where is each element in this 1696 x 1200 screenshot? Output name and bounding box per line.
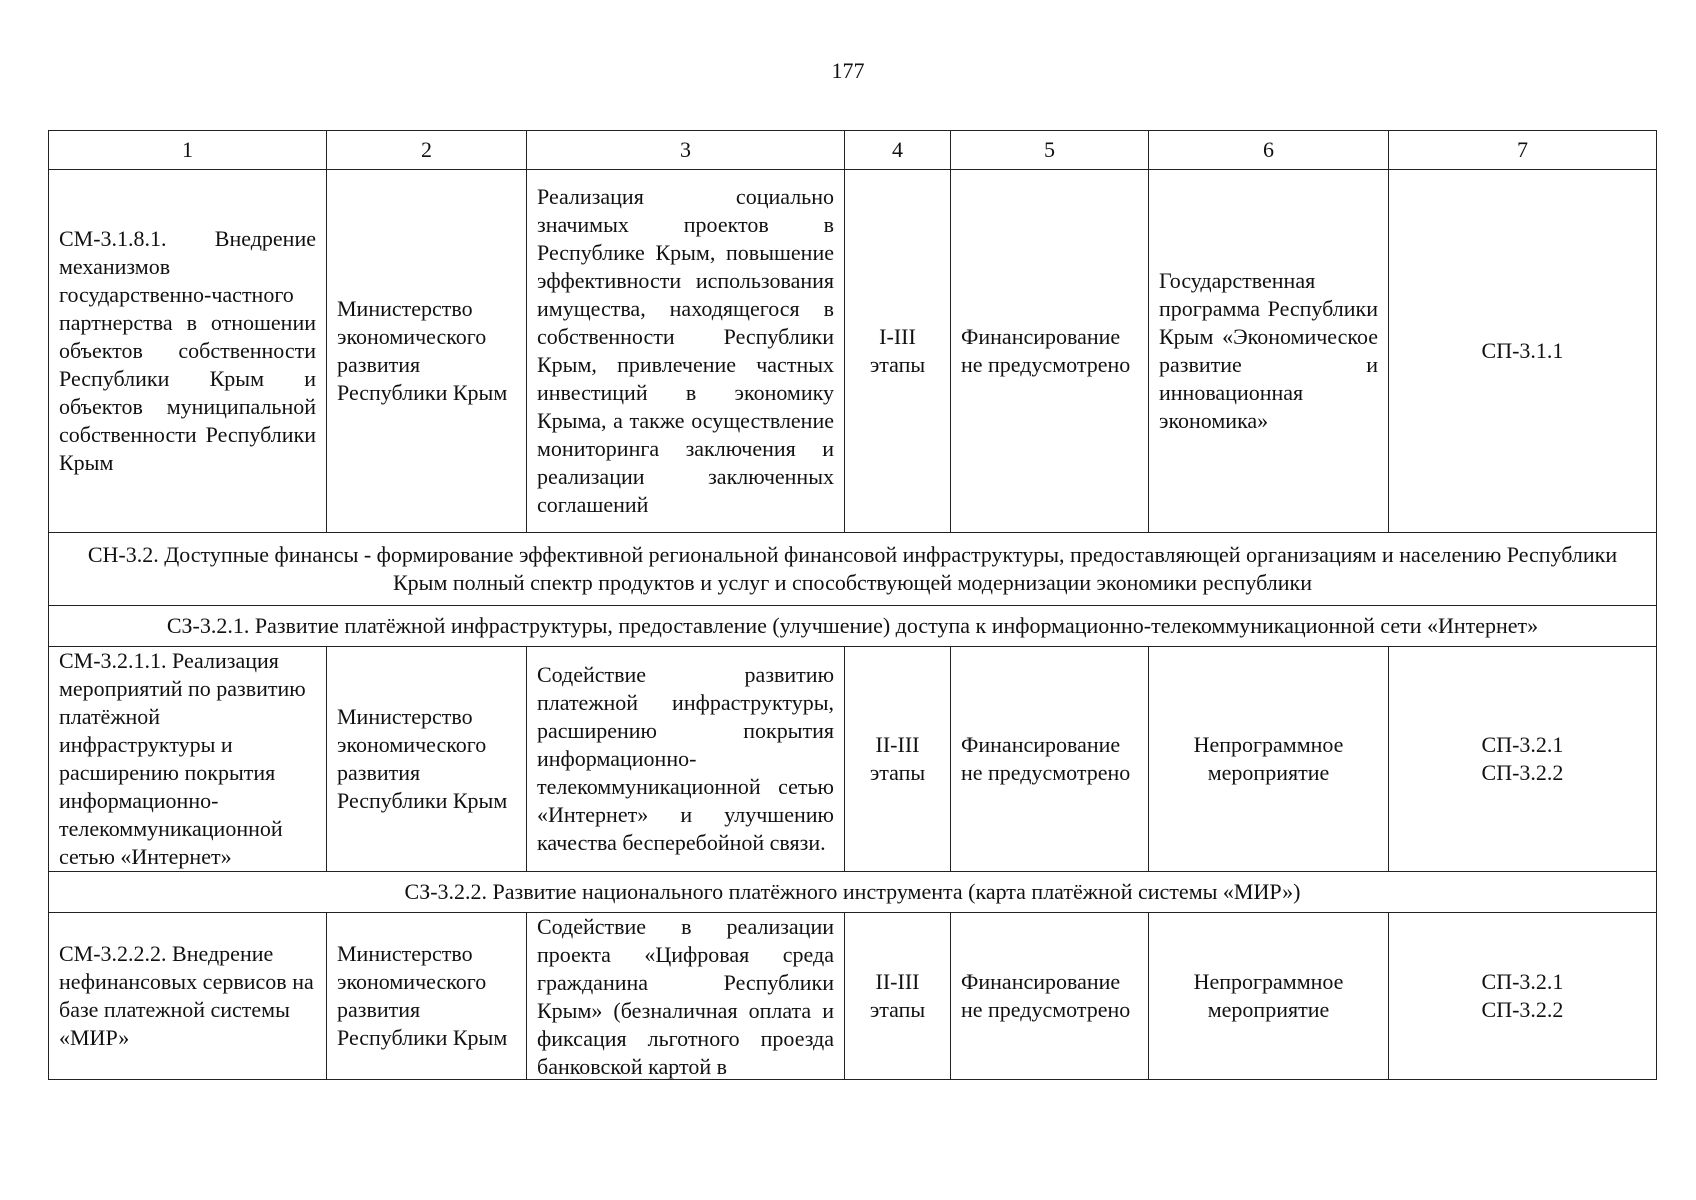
implementation-stages: II-III этапы xyxy=(845,647,951,872)
indicator-code xyxy=(1389,647,1657,872)
header-cell-2: 2 xyxy=(327,131,527,170)
implementation-stages: II-III этапы xyxy=(845,913,951,1080)
responsible-executor: Министерство экономического развития Республики Крым xyxy=(327,170,527,533)
program-link: Непрограммное мероприятие xyxy=(1149,913,1389,1080)
responsible-executor: Министерство экономического развития Республики Крым xyxy=(327,647,527,872)
page-number: 177 xyxy=(831,58,865,83)
header-cell-4: 4 xyxy=(845,131,951,170)
indicator-code: СП-3.1.1 xyxy=(1389,170,1657,533)
program-link: Непрограммное мероприятие xyxy=(1149,647,1389,872)
indicator-code-text: СП-3.2.1 СП-3.2.2 xyxy=(1481,969,1564,1022)
section-sz-3-2-2: СЗ-3.2.2. Развитие национального платёжного инструмента (карта платёжной системы «МИР») xyxy=(49,872,1657,913)
financing: Финансирование не предусмотрено xyxy=(951,170,1149,533)
header-cell-5: 5 xyxy=(951,131,1149,170)
measure-name: СМ-3.1.8.1. Внедрение механизмов государственно-частного партнерства в отношении объектов собственности Республики Крым и объектов муниципальной собственности Республики Крым xyxy=(49,170,327,533)
expected-result-text: Содействие в реализации проекта «Цифровая среда гражданина Республики Крым» (безналичная оплата и фиксация льготного проезда банковской картой в xyxy=(537,914,834,1079)
section-heading-row xyxy=(49,533,1657,606)
expected-result: Реализация социально значимых проектов в Республике Крым, повышение эффективности использования имущества, находящегося в собственности Республики Крым, привлечение частных инвестиций в экономику Крыма, а также осуществление мониторинга заключения и реализации заключенных соглашений xyxy=(527,170,845,533)
measures-table xyxy=(48,130,1657,1080)
table-row xyxy=(49,170,1657,533)
expected-result: Содействие развитию платежной инфраструктуры, расширению покрытия информационно-телекоммуникационной сетью «Интернет» и улучшению качества бесперебойной связи. xyxy=(527,647,845,872)
indicator-code xyxy=(1389,913,1657,1080)
implementation-stages: I-III этапы xyxy=(845,170,951,533)
expected-result xyxy=(527,913,845,1080)
header-cell-7: 7 xyxy=(1389,131,1657,170)
header-row xyxy=(49,131,1657,170)
indicator-code-text: СП-3.2.1 СП-3.2.2 xyxy=(1481,732,1564,785)
header-cell-3: 3 xyxy=(527,131,845,170)
section-heading-row xyxy=(49,872,1657,913)
financing: Финансирование не предусмотрено xyxy=(951,647,1149,872)
measure-name: СМ-3.2.1.1. Реализация мероприятий по развитию платёжной инфраструктуры и расширению покрытия информационно-телекоммуникационной сетью «Интернет» xyxy=(49,647,327,872)
header-cell-6: 6 xyxy=(1149,131,1389,170)
section-heading-row xyxy=(49,606,1657,647)
program-link: Государственная программа Республики Крым «Экономическое развитие и инновационная экономика» xyxy=(1149,170,1389,533)
table-row xyxy=(49,647,1657,872)
header-cell-1: 1 xyxy=(49,131,327,170)
section-sz-3-2-1: СЗ-3.2.1. Развитие платёжной инфраструктуры, предоставление (улучшение) доступа к информационно-телекоммуникационной сети «Интернет» xyxy=(49,606,1657,647)
measure-name: СМ-3.2.2.2. Внедрение нефинансовых сервисов на базе платежной системы «МИР» xyxy=(49,913,327,1080)
financing: Финансирование не предусмотрено xyxy=(951,913,1149,1080)
table-row xyxy=(49,913,1657,1080)
responsible-executor: Министерство экономического развития Республики Крым xyxy=(327,913,527,1080)
section-sn-3-2: СН-3.2. Доступные финансы - формирование эффективной региональной финансовой инфраструктуры, предоставляющей организациям и населению Республики Крым полный спектр продуктов и услуг и способствующей модернизации экономики республики xyxy=(49,533,1657,606)
